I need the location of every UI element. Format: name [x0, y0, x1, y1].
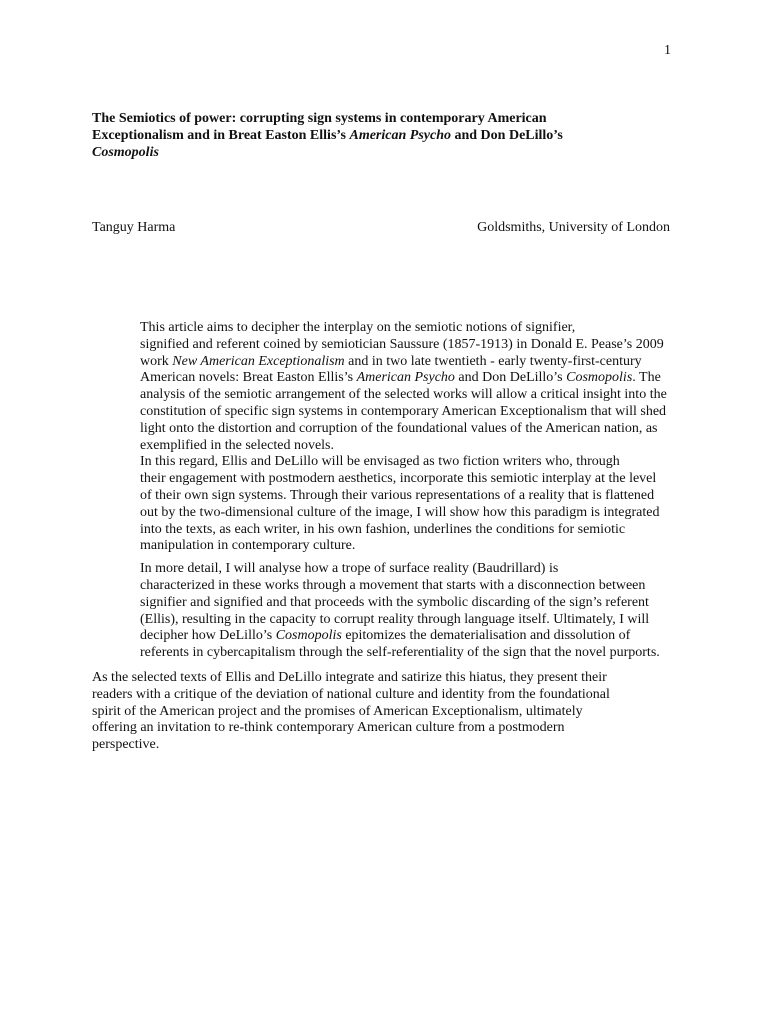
text-run: readers with a critique of the deviation of national culture and identity from the foundational	[92, 686, 610, 702]
text-line	[92, 488, 677, 505]
title-line	[92, 110, 682, 127]
book-title: Cosmopolis	[275, 628, 342, 644]
book-title: American Psycho	[356, 370, 455, 386]
text-line	[92, 337, 677, 354]
text-line	[92, 370, 677, 387]
text-line	[92, 561, 677, 578]
text-line	[92, 737, 677, 754]
text-line	[92, 387, 677, 404]
text-run: referents in cybercapitalism through the self-referentiality of the sign that the novel purports.	[140, 645, 660, 661]
text-line	[92, 720, 677, 737]
text-run: In more detail, I will analyse how a trope of surface reality (Baudrillard) is	[140, 561, 559, 577]
text-line	[92, 645, 677, 662]
text-run: epitomizes the dematerialisation and dissolution of	[341, 628, 631, 644]
text-run: perspective.	[92, 737, 160, 753]
text-line	[92, 421, 677, 438]
text-line	[92, 595, 677, 612]
text-run: manipulation in contemporary culture.	[140, 538, 356, 554]
text-run: their engagement with postmodern aesthetics, incorporate this semiotic interplay at the level	[140, 471, 657, 487]
title-book-cosmopolis: Cosmopolis	[92, 145, 159, 160]
paragraph	[92, 454, 677, 555]
abstract-body	[92, 320, 677, 754]
book-title: New American Exceptionalism	[172, 353, 345, 369]
text-run: offering an invitation to re-think contemporary American culture from a postmodern	[92, 720, 565, 736]
text-line	[92, 471, 677, 488]
text-run: This article aims to decipher the interplay on the semiotic notions of signifier,	[140, 320, 576, 335]
text-line	[92, 628, 677, 645]
text-run: signified and referent coined by semiotician Saussure (1857-1913) in Donald E. Pease’s 2009	[140, 336, 664, 352]
text-line	[92, 404, 677, 421]
title-text: and Don DeLillo’s	[450, 128, 563, 143]
text-run: In this regard, Ellis and DeLillo will be envisaged as two fiction writers who, through	[140, 454, 620, 470]
text-line	[92, 522, 677, 539]
text-run: constitution of specific sign systems in contemporary American Exceptionalism that will shed	[140, 403, 667, 419]
text-run: and Don DeLillo’s	[454, 370, 567, 386]
text-run: and in two late twentieth - early twenty-first-century	[344, 353, 642, 369]
text-run: characterized in these works through a movement that starts with a disconnection between	[140, 577, 646, 593]
text-run: of their own sign systems. Through their various representations of a reality that is flattened	[140, 487, 655, 503]
text-line	[92, 320, 677, 337]
text-line	[92, 505, 677, 522]
title-text: The Semiotics of power: corrupting sign systems in contemporary American	[92, 111, 547, 126]
text-line	[92, 612, 677, 629]
text-line	[92, 454, 677, 471]
title-line	[92, 144, 682, 161]
paragraph	[92, 320, 677, 454]
text-line	[92, 687, 677, 704]
paragraph	[92, 670, 677, 754]
text-run: . The	[632, 370, 661, 386]
text-run: analysis of the semiotic arrangement of the selected works will allow a critical insight into the	[140, 387, 667, 403]
author-name: Tanguy Harma	[92, 220, 176, 235]
title-book-american-psycho: American Psycho	[349, 128, 451, 143]
text-run: signifier and signified and that proceeds with the symbolic discarding of the sign’s referent	[140, 594, 649, 610]
text-line	[92, 354, 677, 371]
page-number: 1	[664, 43, 671, 58]
text-run: decipher how DeLillo’s	[140, 628, 276, 644]
text-line	[92, 670, 677, 687]
author-affiliation: Goldsmiths, University of London	[477, 220, 670, 235]
book-title: Cosmopolis	[566, 370, 633, 386]
article-title	[92, 110, 682, 161]
title-line	[92, 127, 682, 144]
text-run: spirit of the American project and the promises of American Exceptionalism, ultimately	[92, 703, 583, 719]
text-line	[92, 704, 677, 721]
text-run: light onto the distortion and corruption of the foundational values of the American nation, as	[140, 420, 658, 436]
text-run: out by the two-dimensional culture of the image, I will show how this paradigm is integrated	[140, 504, 660, 520]
text-line	[92, 438, 677, 455]
paragraph	[92, 561, 677, 662]
text-run: As the selected texts of Ellis and DeLillo integrate and satirize this hiatus, they present their	[92, 669, 607, 685]
text-run: work	[140, 353, 173, 369]
title-text: Exceptionalism and in Breat Easton Ellis’s	[92, 128, 350, 143]
text-run: (Ellis), resulting in the capacity to corrupt reality through language itself. Ultimately, I will	[140, 611, 650, 627]
text-run: into the texts, as each writer, in his own fashion, underlines the conditions for semiotic	[140, 521, 626, 537]
text-run: exemplified in the selected novels.	[140, 437, 334, 453]
text-line	[92, 538, 677, 555]
text-line	[92, 578, 677, 595]
text-run: American novels: Breat Easton Ellis’s	[140, 370, 357, 386]
